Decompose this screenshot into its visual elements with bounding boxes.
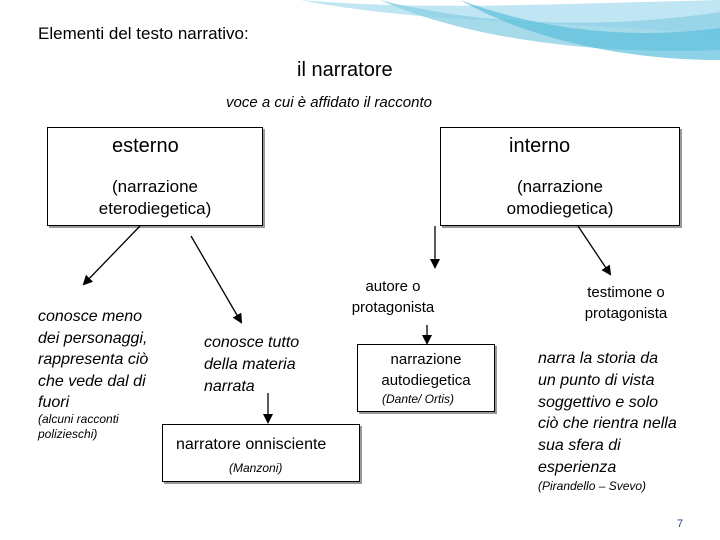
- knows-less-line5: fuori: [38, 394, 70, 411]
- witness-line2: protagonista: [584, 305, 668, 322]
- witness-example: (Pirandello – Svevo): [538, 479, 647, 493]
- omniscient-example: (Manzoni): [229, 461, 283, 475]
- knows-less-line3: rappresenta ciò: [38, 351, 149, 368]
- witness-desc-line2: un punto di vista: [538, 371, 655, 389]
- knows-all-line1: conosce tutto: [204, 334, 300, 351]
- author-line1: autore o: [365, 278, 421, 295]
- witness-desc-line3: soggettivo e solo: [538, 393, 659, 411]
- knows-all-line2: della materia: [204, 356, 296, 373]
- author-line2: protagonista: [351, 299, 435, 316]
- knows-all-text: [204, 332, 299, 398]
- knows-less-line4: che vede dal di: [38, 372, 146, 390]
- main-title: il narratore: [297, 59, 393, 81]
- witness-description: [538, 348, 677, 479]
- arrow-knows-all: [191, 236, 241, 322]
- witness-line1: testimone o: [587, 284, 665, 301]
- internal-label: interno: [509, 135, 571, 157]
- knows-less-line1: conosce meno: [38, 308, 143, 325]
- page-number: 7: [677, 518, 684, 530]
- autodiegetic-example: (Dante/ Ortis): [382, 392, 455, 406]
- knows-less-note: [38, 412, 119, 442]
- arrow-knows-less: [84, 226, 140, 284]
- autodiegetic-line1: narrazione: [390, 351, 462, 368]
- arrow-witness: [578, 226, 610, 274]
- witness-desc-line6: esperienza: [538, 458, 617, 476]
- witness-text: [570, 282, 682, 324]
- external-sub-line2: eterodiegetica): [98, 199, 212, 218]
- external-label: esterno: [112, 135, 179, 157]
- knows-less-text: [38, 306, 148, 414]
- internal-sub-line1: (narrazione: [517, 177, 603, 196]
- definition-text: voce a cui è affidato il racconto: [226, 94, 432, 111]
- omniscient-label: narratore onnisciente: [176, 436, 327, 453]
- internal-sub-line2: omodiegetica): [506, 199, 614, 218]
- autodiegetic-label: [358, 349, 494, 391]
- autodiegetic-line2: autodiegetica: [381, 372, 471, 389]
- author-text: [340, 276, 446, 318]
- external-sub-line1: (narrazione: [112, 177, 198, 196]
- knows-less-note-line2: polizieschi): [38, 427, 98, 441]
- knows-less-note-line1: (alcuni racconti: [38, 412, 119, 426]
- omniscient-narrator-box: [162, 424, 360, 482]
- knows-less-line2: dei personaggi,: [38, 329, 148, 347]
- witness-desc-line1: narra la storia da: [538, 350, 659, 367]
- witness-desc-line5: sua sfera di: [538, 437, 621, 455]
- section-title: Elementi del testo narrativo:: [38, 24, 249, 43]
- autodiegetic-box: [357, 344, 495, 412]
- knows-all-line3: narrata: [204, 378, 255, 395]
- witness-desc-line4: ciò che rientra nella: [538, 415, 677, 433]
